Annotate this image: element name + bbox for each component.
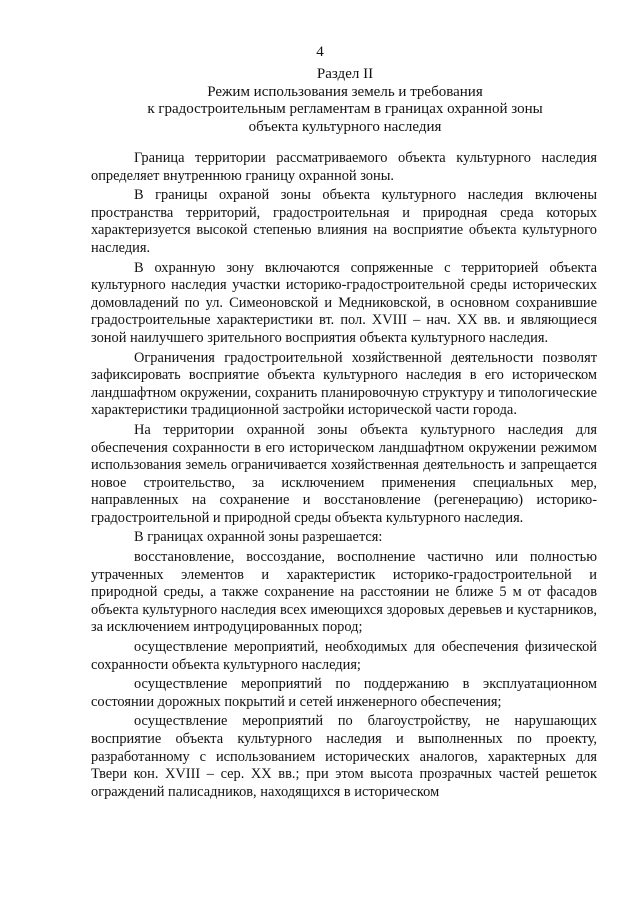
paragraph: В границах охранной зоны разрешается:	[134, 529, 383, 546]
heading-line-1: Режим использования земель и требования	[207, 83, 483, 100]
document-body	[91, 150, 597, 803]
paragraph: На территории охранной зоны объекта культурного наследия для обеспечения сохранности в его историческом ландшафтном окружении режимом использования земель ограничивается хозяйственная деятельность и запрещается новое строительство, за исключением применения специальных мер, направленных на сохранение и восстановление (регенерацию) историко-градостроительной и природной среды объекта культурного наследия.	[91, 421, 597, 526]
paragraph: В охранную зону включаются сопряженные с территорией объекта культурного наследия участки историко-градостроительной среды исторических домовладений по ул. Симеоновской и Медниковской, в основном сохранившие градостроительные характеристики вт. пол. XVIII – нач. XX вв. и являющиеся зоной наилучшего зрительного восприятия объекта культурного наследия.	[91, 259, 597, 346]
page-number: 4	[316, 44, 324, 60]
heading-line-3: объекта культурного наследия	[248, 118, 442, 135]
list-paragraph: восстановление, воссоздание, восполнение частично или полностью утраченных элементов и характеристик историко-градостроительной и природной среды, а также сохранение на расстоянии не ближе 5 м от фасадов объекта культурного наследия всех имеющихся здоровых деревьев и кустарников, за исключением интродуцированных пород;	[91, 549, 597, 636]
paragraph: Ограничения градостроительной хозяйственной деятельности позволят зафиксировать восприятие объекта культурного наследия в его историческом ландшафтном окружении, сохранить планировочную структуру и типологические характеристики традиционной застройки исторической части города.	[91, 349, 597, 419]
list-paragraph: осуществление мероприятий по благоустройству, не нарушающих восприятие объекта культурного наследия и выполненных по проекту, разработанному с использованием исторических аналогов, характерных для Твери кон. XVIII – сер. XX вв.; при этом высота прозрачных частей решеток ограждений палисадников, находящихся в историческом	[91, 713, 597, 800]
section-title: Раздел II	[316, 66, 374, 82]
section-heading	[90, 66, 600, 136]
paragraph: Граница территории рассматриваемого объекта культурного наследия определяет внутреннюю границу охранной зоны.	[91, 150, 597, 184]
paragraph: В границы охраной зоны объекта культурного наследия включены пространства территорий, градостроительная и природная среда которых характеризуется высокой степенью влияния на восприятие объекта культурного наследия.	[91, 187, 597, 256]
heading-line-2: к градостроительным регламентам в границах охранной зоны	[147, 101, 543, 118]
list-paragraph: осуществление мероприятий, необходимых для обеспечения физической сохранности объекта культурного наследия;	[91, 639, 597, 673]
list-paragraph: осуществление мероприятий по поддержанию в эксплуатационном состоянии дорожных покрытий и сетей инженерного обеспечения;	[91, 676, 597, 710]
